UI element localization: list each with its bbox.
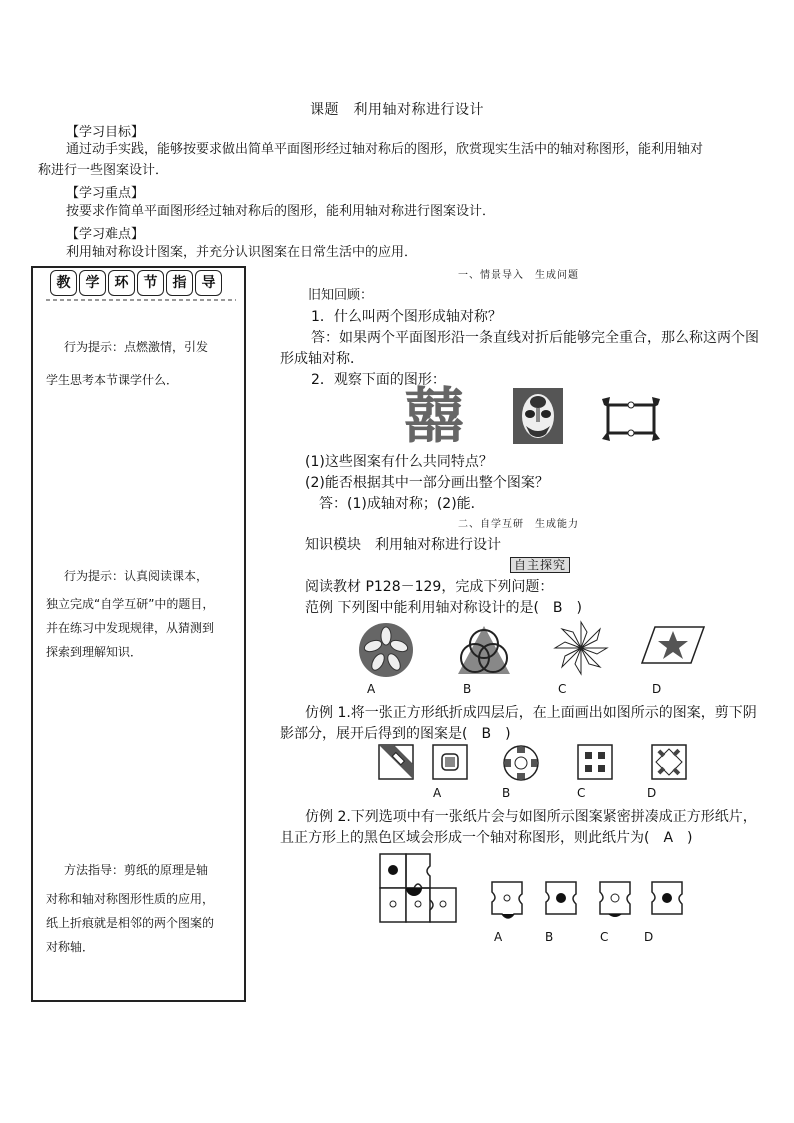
guide-tag: 节 (137, 270, 164, 296)
double-happiness-image: 囍 (404, 382, 464, 452)
key-text: 按要求作简单平面图形经过轴对称后的图形，能利用轴对称进行图案设计． (66, 204, 496, 219)
tip3-line1: 方法指导：剪纸的原理是轴 (64, 863, 209, 877)
guide-tag: 导 (195, 270, 222, 296)
tip1-line2: 学生思考本节课学什么． (46, 373, 179, 387)
guide-tag: 指 (166, 270, 193, 296)
tip1-line1: 行为提示：点燃激情，引发 (64, 340, 209, 354)
self-study-stamp (510, 556, 570, 573)
guide-tag: 教 (50, 270, 77, 296)
tip2-line1: 行为提示：认真阅读课本， (64, 569, 209, 583)
example-label-c: C (558, 682, 567, 696)
follow2-option-c (598, 880, 634, 924)
question-1: 1．什么叫两个图形成轴对称？ (311, 309, 502, 325)
follow1-label-a: A (433, 786, 442, 800)
module-title: 知识模块 利用轴对称进行设计 (305, 537, 501, 553)
follow1-option-d (651, 744, 687, 780)
example-figure-a (358, 622, 414, 678)
border-pattern-image (600, 395, 662, 443)
example-question: 范例 下列图中能利用轴对称设计的是( B ) (305, 600, 582, 616)
follow1-option-c (577, 744, 613, 780)
follow2-label-a: A (494, 930, 503, 944)
follow1-option-a (432, 744, 468, 780)
follow-2-line1: 仿例 2.下列选项中有一张纸片会与如图所示图案紧密拼凑成正方形纸片， (305, 809, 757, 825)
tip3-line2: 对称和轴对称图形性质的应用， (46, 892, 215, 906)
tip3-line3: 纸上折痕就是相邻的两个图案的 (46, 916, 215, 930)
guide-divider (46, 298, 236, 302)
difficulty-heading: 【学习难点】 (66, 227, 145, 242)
answer-1-line2: 形成轴对称． (280, 351, 364, 367)
example-figure-d (641, 626, 705, 664)
guide-tag: 环 (108, 270, 135, 296)
follow2-label-d: D (644, 930, 654, 944)
goal-heading: 【学习目标】 (66, 125, 145, 140)
answer-1-line1: 答：如果两个平面图形沿一条直线对折后能够完全重合，那么称这两个图 (311, 330, 759, 346)
tip3-line4: 对称轴． (46, 940, 95, 954)
follow2-label-c: C (600, 930, 609, 944)
difficulty-text: 利用轴对称设计图案，并充分认识图案在日常生活中的应用． (66, 245, 418, 260)
guide-tag: 学 (79, 270, 106, 296)
stamp-text: 自主探究 (510, 557, 570, 573)
sub-question-2: (2)能否根据其中一部分画出整个图案？ (305, 475, 549, 491)
example-label-d: D (652, 682, 662, 696)
section2-heading: 二、自学互研 生成能力 (458, 519, 579, 530)
example-figure-b (455, 622, 513, 678)
tip2-line2: 独立完成“自学互研”中的题目， (46, 597, 215, 611)
review-label: 旧知回顾： (308, 288, 374, 303)
guide-header (50, 270, 230, 296)
page-title: 课题 利用轴对称进行设计 (310, 102, 484, 118)
goal-line-1: 通过动手实践，能够按要求做出简单平面图形经过轴对称后的图形，欣赏现实生活中的轴对称图形，能利用轴对 (66, 142, 704, 157)
follow2-option-a (490, 880, 526, 924)
follow1-label-b: B (502, 786, 511, 800)
puzzle-pattern-figure (378, 852, 458, 924)
question-2: 2．观察下面的图形： (311, 372, 446, 388)
follow1-option-b (502, 744, 540, 782)
follow-1-line1: 仿例 1.将一张正方形纸折成四层后，在上面画出如图所示的图案，剪下阴 (305, 705, 757, 721)
folded-paper-figure (378, 744, 414, 780)
follow-2-line2: 且正方形上的黑色区域会形成一个轴对称图形，则此纸片为( A ) (280, 830, 693, 846)
opera-mask-image (513, 388, 563, 444)
tip2-line3: 并在练习中发现规律，从猜测到 (46, 621, 215, 635)
follow2-option-b (544, 880, 580, 924)
sub-question-1: (1)这些图案有什么共同特点？ (305, 454, 493, 470)
answer-2: 答：(1)成轴对称；(2)能． (319, 496, 485, 512)
follow2-label-b: B (545, 930, 554, 944)
example-figure-c (553, 620, 609, 676)
follow-1-line2: 影部分，展开后得到的图案是( B ) (280, 726, 511, 742)
follow2-option-d (650, 880, 686, 924)
tip2-line4: 探索到理解知识． (46, 645, 143, 659)
goal-line-2: 称进行一些图案设计． (38, 163, 169, 178)
key-heading: 【学习重点】 (66, 186, 145, 201)
example-label-b: B (463, 682, 472, 696)
example-label-a: A (367, 682, 376, 696)
follow1-label-c: C (577, 786, 586, 800)
read-instruction: 阅读教材 P128－129，完成下列问题： (305, 579, 554, 595)
section1-heading: 一、情景导入 生成问题 (458, 270, 579, 281)
follow1-label-d: D (647, 786, 657, 800)
